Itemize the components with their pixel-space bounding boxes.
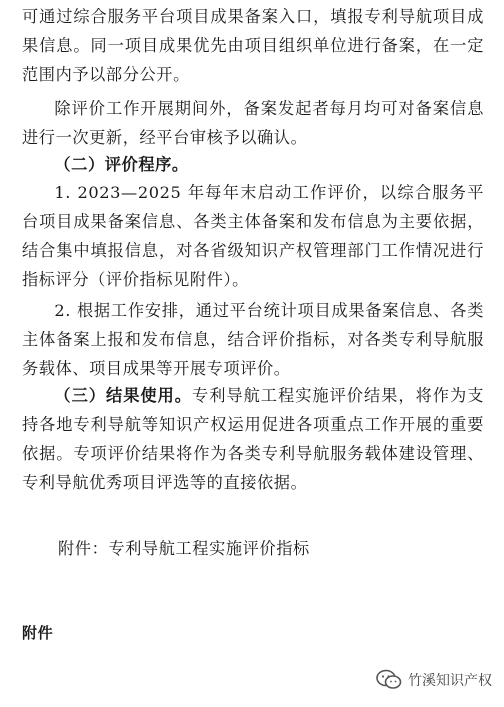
paragraph-update-rule: 除评价工作开展期间外，备案发起者每月均可对备案信息进行一次更新，经平台审核予以确认。 — [22, 99, 484, 147]
heading-evaluation-procedure: （二）评价程序。 — [54, 155, 189, 174]
result-use-text: 专利导航工程实施评价结果，将作为支持各地专利导航等知识产权运用促进各项重点工作开展的重要依据。专项评价结果将作为各类专利导航服务载体建设管理、专利导航优秀项目评选等的直接依据。 — [22, 386, 484, 492]
watermark — [376, 666, 492, 694]
paragraph-filing-entry: 可通过综合服务平台项目成果备案入口，填报专利导航项目成果信息。同一项目成果优先由项目组织单位进行备案，在一定范围内予以部分公开。 — [22, 7, 484, 84]
wechat-icon — [376, 669, 402, 691]
paragraph-procedure-2: 2. 根据工作安排，通过平台统计项目成果备案信息、各类主体备案上报和发布信息，结合评价指标，对各类专利导航服务载体、项目成果等开展专项评价。 — [22, 301, 484, 378]
paragraph-result-use — [22, 381, 484, 497]
paragraph-procedure-1: 1. 2023—2025 年每年末启动工作评价，以综合服务平台项目成果备案信息、各类主体备案和发布信息为主要依据，结合集中填报信息，对各省级知识产权管理部门工作情况进行指标评分（评价指标见附件）。 — [22, 183, 484, 289]
watermark-text: 竹溪知识产权 — [408, 673, 492, 689]
heading-result-use: （三）结果使用。 — [54, 386, 192, 405]
attachment-heading: 附件 — [22, 624, 54, 642]
attachment-line: 附件：专利导航工程实施评价指标 — [58, 539, 310, 558]
